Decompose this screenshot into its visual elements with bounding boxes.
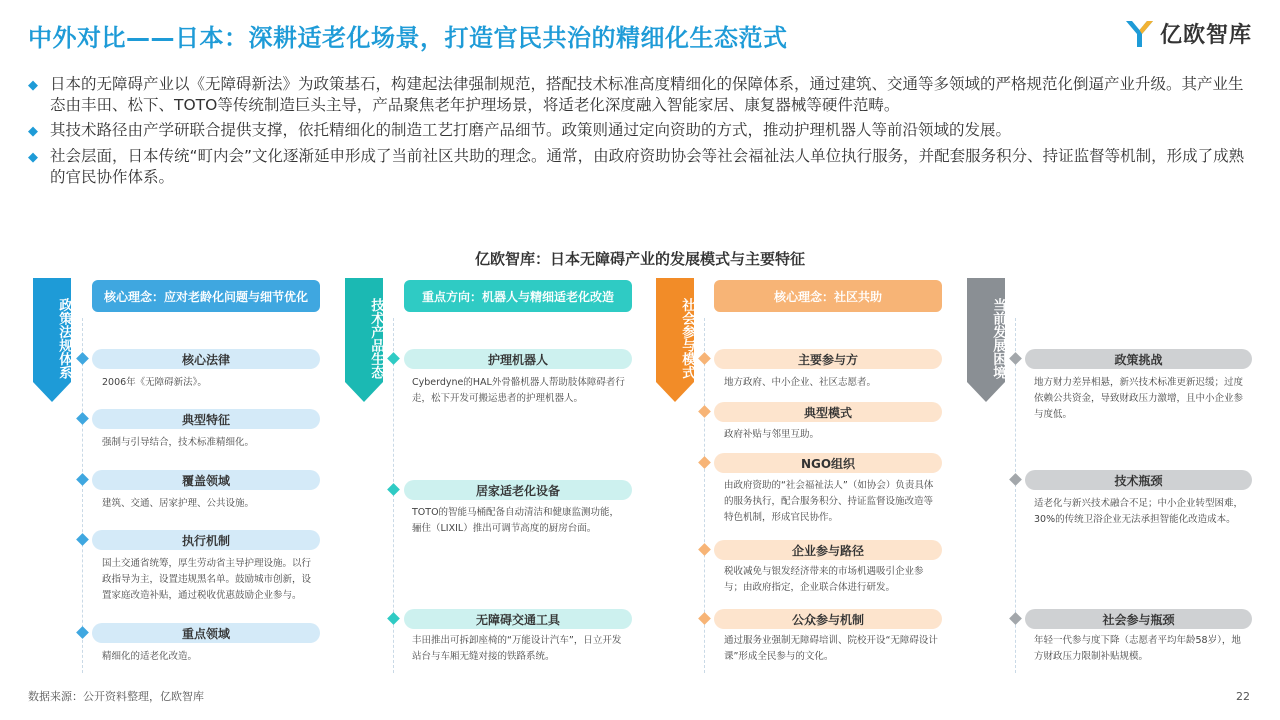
- item-desc: Cyberdyne的HAL外骨骼机器人帮助肢体障碍者行走，松下开发可搬运患者的护理机器人。: [412, 377, 625, 404]
- diamond-icon: [76, 533, 89, 546]
- item-label: 主要参与方: [714, 349, 942, 369]
- banner-social: [656, 278, 694, 402]
- item-desc: 年轻一代参与度下降（志愿者平均年龄58岁），地方财政压力限制补贴规模。: [1034, 635, 1241, 662]
- item-desc: 由政府资助的“社会福祉法人”（如协会）负责具体的服务执行，配合服务积分、持证监督设施改造等特色机制，形成官民协作。: [724, 480, 934, 523]
- bullet-list: [28, 74, 1258, 192]
- page-number: 22: [1236, 690, 1250, 703]
- item-desc: 税收减免与银发经济带来的市场机遇吸引企业参与；由政府指定，企业联合体进行研发。: [724, 566, 924, 593]
- item-desc: 丰田推出可拆卸座椅的“万能设计汽车”，日立开发站台与车厢无缝对接的铁路系统。: [412, 635, 622, 662]
- item-label: NGO组织: [714, 453, 942, 473]
- item-label: 执行机制: [92, 530, 320, 550]
- diamond-icon: [1009, 352, 1022, 365]
- item-desc: TOTO的智能马桶配备自动清洁和健康监测功能，骊住（LIXIL）推出可调节高度的厨房台面。: [412, 507, 620, 534]
- item-label: 重点领域: [92, 623, 320, 643]
- timeline-line: [82, 318, 83, 673]
- diamond-icon: ◆: [28, 78, 38, 93]
- banner-policy: [33, 278, 71, 402]
- diamond-icon: [76, 473, 89, 486]
- diamond-icon: [387, 612, 400, 625]
- item-label: 护理机器人: [404, 349, 632, 369]
- item-label: 典型模式: [714, 402, 942, 422]
- item-desc: 国土交通省统筹，厚生劳动省主导护理设施。以行政指导为主，设置违规黑名单。鼓励城市创新，设置家庭改造补贴，通过税收优惠鼓励企业参与。: [102, 558, 312, 601]
- diamond-icon: [76, 352, 89, 365]
- banner-label: 技术产品生态: [368, 297, 384, 379]
- item-desc: 精细化的适老化改造。: [102, 651, 198, 662]
- item-label: 技术瓶颈: [1025, 470, 1252, 490]
- logo-icon: [1122, 16, 1156, 50]
- logo-text: 亿欧智库: [1159, 22, 1252, 48]
- diamond-icon: ◆: [28, 150, 38, 165]
- item-label: 覆盖领域: [92, 470, 320, 490]
- logo: [1122, 16, 1252, 50]
- item-label: 居家适老化设备: [404, 480, 632, 500]
- column-header: 重点方向：机器人与精细适老化改造: [404, 280, 632, 312]
- item-label: 公众参与机制: [714, 609, 942, 629]
- diamond-icon: [698, 543, 711, 556]
- column-header: 核心理念：应对老龄化问题与细节优化: [92, 280, 320, 312]
- item-desc: 通过服务业强制无障碍培训、院校开设“无障碍设计课”形成全民参与的文化。: [724, 635, 938, 662]
- banner-label: 政策法规体系: [56, 297, 72, 379]
- diagram-title: 亿欧智库：日本无障碍产业的发展模式与主要特征: [474, 250, 805, 268]
- item-desc: 政府补贴与邻里互助。: [724, 429, 820, 440]
- item-desc: 地方政府、中小企业、社区志愿者。: [724, 377, 877, 388]
- banner-challenges: [967, 278, 1005, 402]
- item-desc: 强制与引导结合，技术标准精细化。: [102, 437, 255, 448]
- item-label: 典型特征: [92, 409, 320, 429]
- item-label: 企业参与路径: [714, 540, 942, 560]
- item-desc: 2006年《无障碍新法》。: [102, 377, 207, 388]
- item-label: 政策挑战: [1025, 349, 1252, 369]
- column-header: 核心理念：社区共助: [714, 280, 942, 312]
- diamond-icon: [698, 352, 711, 365]
- bullet-text: 其技术路径由产学研联合提供支撑，依托精细化的制造工艺打磨产品细节。政策则通过定向资助的方式，推动护理机器人等前沿领域的发展。: [50, 121, 1012, 139]
- banner-tech: [345, 278, 383, 402]
- item-desc: 建筑、交通、居家护理、公共设施。: [102, 498, 255, 509]
- bullet-text: 社会层面，日本传统“町内会”文化逐渐延申形成了当前社区共助的理念。通常，由政府资助协会等社会福祉法人单位执行服务，并配套服务积分、持证监督等机制，形成了成熟的官民协作体系。: [50, 147, 1245, 186]
- item-label: 社会参与瓶颈: [1025, 609, 1252, 629]
- diamond-icon: [387, 352, 400, 365]
- item-desc: 地方财力差异相悬，新兴技术标准更新迟缓；过度依赖公共资金，导致财政压力激增，且中小企业参与度低。: [1034, 377, 1244, 420]
- diamond-icon: [76, 626, 89, 639]
- diamond-icon: [1009, 473, 1022, 486]
- diamond-icon: [698, 405, 711, 418]
- page-title: 中外对比——日本：深耕适老化场景，打造官民共治的精细化生态范式: [28, 24, 788, 52]
- diamond-icon: ◆: [28, 124, 38, 139]
- bullet-item: [28, 120, 1258, 142]
- source-note: 数据来源：公开资料整理，亿欧智库: [28, 690, 204, 703]
- bullet-item: [28, 74, 1258, 116]
- diamond-icon: [387, 483, 400, 496]
- diamond-icon: [698, 456, 711, 469]
- banner-label: 当前发展困境: [990, 297, 1006, 379]
- bullet-item: [28, 146, 1258, 188]
- banner-label: 社会参与模式: [679, 297, 695, 379]
- item-desc: 适老化与新兴技术融合不足；中小企业转型困难，30%的传统卫浴企业无法承担智能化改造成本。: [1034, 498, 1244, 525]
- item-label: 核心法律: [92, 349, 320, 369]
- diamond-icon: [698, 612, 711, 625]
- bullet-text: 日本的无障碍产业以《无障碍新法》为政策基石，构建起法律强制规范，搭配技术标准高度精细化的保障体系，通过建筑、交通等多领域的严格规范化倒逼产业升级。其产业生态由丰田、松下、TOTO等传统制造巨头主导，产品聚焦老年护理场景，将适老化深度融入智能家居、康复器械等硬件范畴。: [50, 75, 1244, 114]
- item-label: 无障碍交通工具: [404, 609, 632, 629]
- diamond-icon: [76, 412, 89, 425]
- diamond-icon: [1009, 612, 1022, 625]
